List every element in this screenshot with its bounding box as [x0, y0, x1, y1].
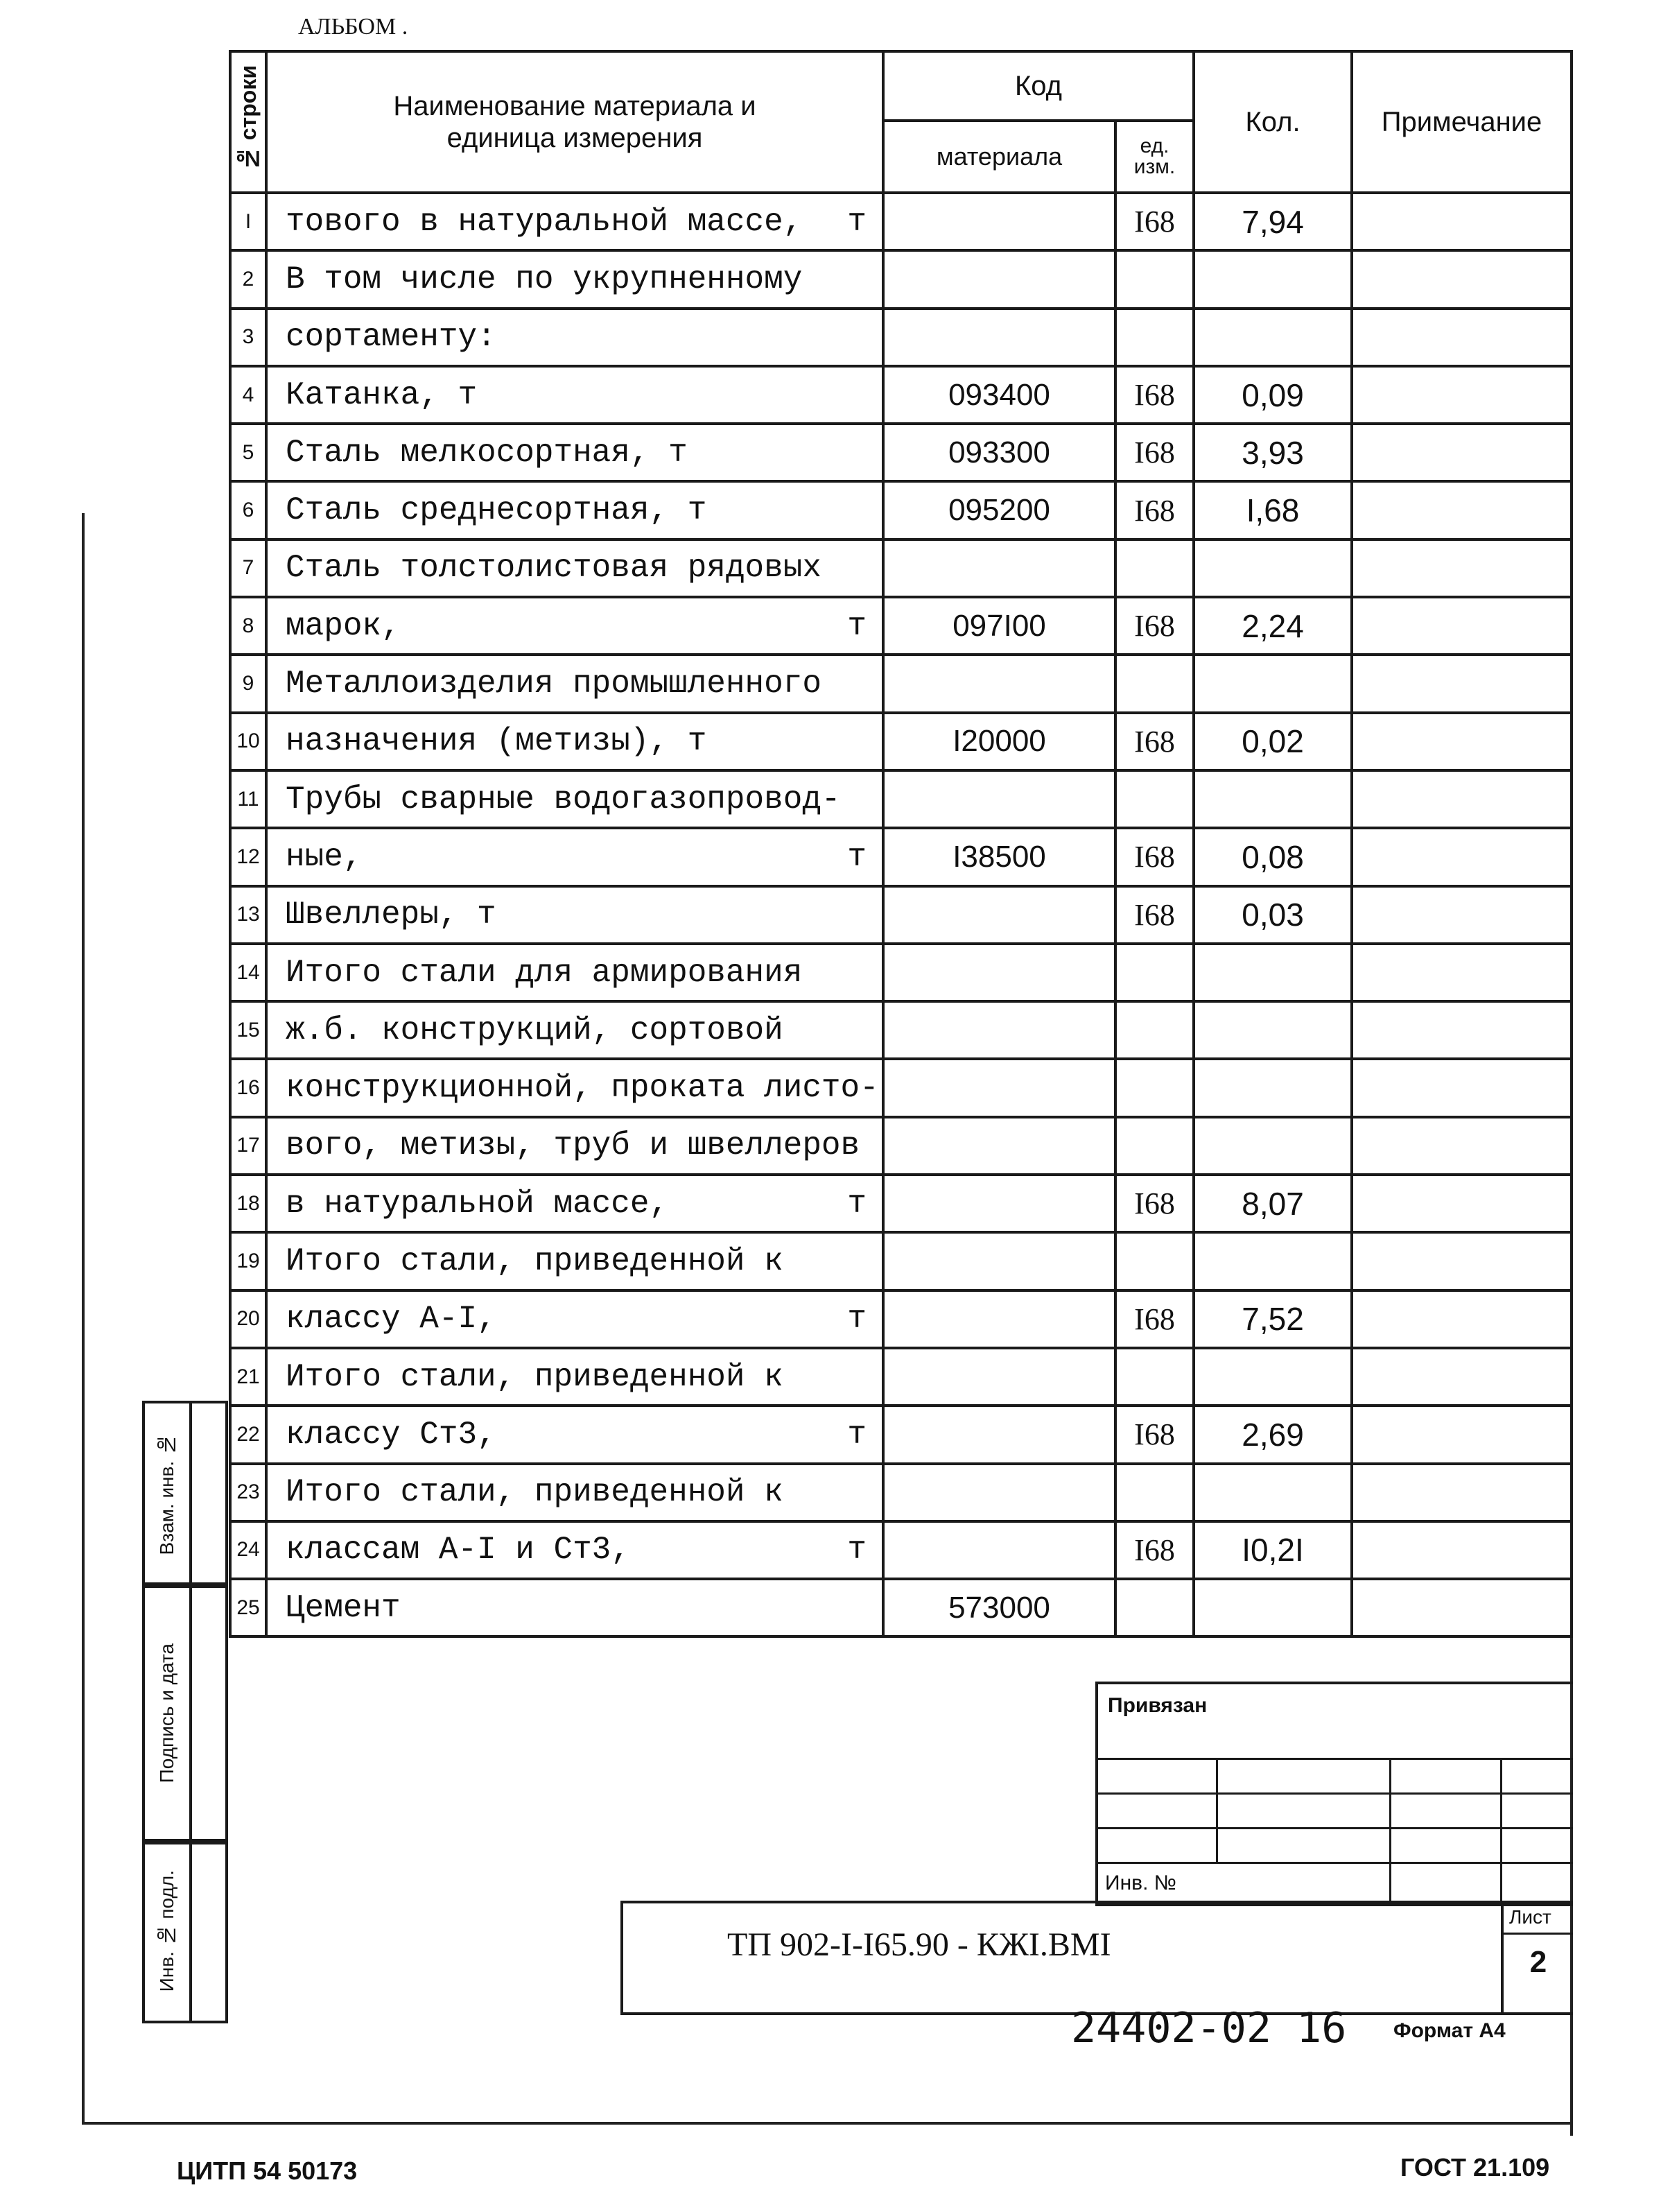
table-row: [230, 655, 1572, 712]
material-name: [266, 1348, 883, 1406]
material-name-text: Итого стали, приведенной к: [286, 1243, 783, 1279]
binding-stamp: [1095, 1682, 1573, 1906]
material-unit: т: [847, 1301, 867, 1338]
material-code: [883, 1348, 1115, 1406]
quantity: [1194, 250, 1352, 308]
material-name: [266, 1464, 883, 1521]
quantity: 7,52: [1194, 1290, 1352, 1348]
material-code: [883, 250, 1115, 308]
material-name: [266, 944, 883, 1001]
row-number: 18: [230, 1175, 266, 1232]
unit-code: I68: [1115, 366, 1194, 424]
material-code: [883, 1059, 1115, 1116]
unit-code: [1115, 1232, 1194, 1290]
unit-code: I68: [1115, 1290, 1194, 1348]
material-name: [266, 1059, 883, 1116]
binding-label: Привязан: [1108, 1694, 1208, 1717]
material-name: [266, 193, 883, 250]
material-name-text: Сталь среднесортная, т: [286, 492, 707, 529]
row-number: 16: [230, 1059, 266, 1116]
row-number: 6: [230, 481, 266, 539]
row-number: 11: [230, 770, 266, 828]
unit-code: [1115, 1001, 1194, 1059]
material-code: 093400: [883, 366, 1115, 424]
quantity: [1194, 1232, 1352, 1290]
quantity: [1194, 944, 1352, 1001]
top-note: АЛЬБОМ .: [298, 14, 408, 40]
material-name-text: Сталь толстолистовая рядовых: [286, 550, 821, 587]
sheet-label: Лист: [1509, 1906, 1551, 1928]
header-name: Наименование материала и единица измерения: [266, 51, 883, 193]
unit-code: [1115, 1464, 1194, 1521]
material-name: [266, 828, 883, 885]
material-code: [883, 1117, 1115, 1175]
note: [1352, 424, 1572, 481]
table-row: [230, 1406, 1572, 1463]
note: [1352, 828, 1572, 885]
row-number: 23: [230, 1464, 266, 1521]
table-row: [230, 1348, 1572, 1406]
material-code: [883, 1290, 1115, 1348]
material-name-text: Итого стали, приведенной к: [286, 1358, 783, 1395]
material-unit: т: [847, 838, 867, 875]
row-number: I: [230, 193, 266, 250]
quantity: 0,03: [1194, 886, 1352, 944]
row-number: 9: [230, 655, 266, 712]
material-code: [883, 655, 1115, 712]
unit-code: [1115, 309, 1194, 366]
table-row: [230, 539, 1572, 597]
quantity: [1194, 1117, 1352, 1175]
material-name: [266, 539, 883, 597]
note: [1352, 1464, 1572, 1521]
material-code: 095200: [883, 481, 1115, 539]
header-code: Код: [883, 51, 1194, 121]
material-name: [266, 424, 883, 481]
material-name-text: классам А-I и Ст3,: [286, 1532, 630, 1569]
vzam-inv-cell: Взам. инв. №: [142, 1401, 192, 1588]
unit-code: I68: [1115, 193, 1194, 250]
header-row-number: № строки: [230, 51, 266, 193]
material-code: [883, 1521, 1115, 1579]
material-name: [266, 713, 883, 770]
material-name-text: вого, метизы, труб и швеллеров: [286, 1127, 860, 1164]
material-name: [266, 655, 883, 712]
note: [1352, 1290, 1572, 1348]
material-code: [883, 1464, 1115, 1521]
quantity: [1194, 1001, 1352, 1059]
table-row: [230, 1175, 1572, 1232]
handwritten-doc-number: 24402-02 16: [1071, 2004, 1347, 2053]
vzam-inv-blank: [186, 1401, 228, 1588]
note: [1352, 481, 1572, 539]
note: [1352, 309, 1572, 366]
table-row: [230, 250, 1572, 308]
material-name-text: Трубы сварные водогазопровод-: [286, 781, 841, 818]
unit-code: [1115, 1348, 1194, 1406]
material-unit: т: [847, 203, 867, 240]
material-unit: т: [847, 1532, 867, 1569]
note: [1352, 1348, 1572, 1406]
row-number: 19: [230, 1232, 266, 1290]
quantity: I,68: [1194, 481, 1352, 539]
quantity: 0,08: [1194, 828, 1352, 885]
material-code: [883, 1406, 1115, 1463]
note: [1352, 366, 1572, 424]
binding-vline: [1389, 1758, 1391, 1903]
material-code: I20000: [883, 713, 1115, 770]
material-code: [883, 944, 1115, 1001]
sheet-box: [1501, 1903, 1573, 2012]
unit-code: I68: [1115, 1406, 1194, 1463]
unit-code: [1115, 944, 1194, 1001]
material-name-text: тового в натуральной массе,: [286, 203, 803, 240]
material-code: 097I00: [883, 597, 1115, 655]
quantity: [1194, 309, 1352, 366]
material-code: 093300: [883, 424, 1115, 481]
frame-left-line: [82, 513, 85, 2122]
binding-vline: [1500, 1758, 1502, 1903]
material-name-text: назначения (метизы), т: [286, 723, 707, 760]
material-name-text: конструкционной, проката листо-: [286, 1070, 879, 1107]
material-name-text: Цемент: [286, 1589, 401, 1626]
material-name: [266, 1521, 883, 1579]
table-row: [230, 1521, 1572, 1579]
row-number: 7: [230, 539, 266, 597]
note: [1352, 770, 1572, 828]
table-row: [230, 1290, 1572, 1348]
unit-code: I68: [1115, 597, 1194, 655]
material-name-text: Швеллеры, т: [286, 897, 496, 933]
table-row: [230, 828, 1572, 885]
unit-code: [1115, 250, 1194, 308]
quantity: [1194, 1579, 1352, 1636]
note: [1352, 1232, 1572, 1290]
table-row: [230, 481, 1572, 539]
note: [1352, 1406, 1572, 1463]
material-code: I38500: [883, 828, 1115, 885]
material-unit: т: [847, 1185, 867, 1222]
table-row: [230, 366, 1572, 424]
sheet-divider: [1504, 1933, 1573, 1935]
row-number: 2: [230, 250, 266, 308]
header-code-unit: ед. изм.: [1115, 121, 1194, 193]
quantity: 2,24: [1194, 597, 1352, 655]
row-number: 15: [230, 1001, 266, 1059]
note: [1352, 1579, 1572, 1636]
note: [1352, 655, 1572, 712]
quantity: [1194, 770, 1352, 828]
quantity: I0,2I: [1194, 1521, 1352, 1579]
material-name-text: ные,: [286, 838, 363, 875]
material-name-text: классу Ст3,: [286, 1416, 496, 1453]
binding-vline: [1216, 1758, 1218, 1862]
table-row: [230, 886, 1572, 944]
material-code: 573000: [883, 1579, 1115, 1636]
quantity: [1194, 655, 1352, 712]
frame-bottom-line: [82, 2122, 1572, 2125]
material-name: [266, 1001, 883, 1059]
row-number: 17: [230, 1117, 266, 1175]
note: [1352, 597, 1572, 655]
unit-code: [1115, 1059, 1194, 1116]
side-stamp: [142, 1401, 225, 2018]
table-row: [230, 309, 1572, 366]
quantity: [1194, 539, 1352, 597]
signature-date-cell: Подпись и дата: [142, 1582, 192, 1844]
material-unit: т: [847, 607, 867, 644]
material-name: [266, 1117, 883, 1175]
material-name-text: Металлоизделия промышленного: [286, 666, 821, 702]
unit-code: [1115, 770, 1194, 828]
unit-code: I68: [1115, 1521, 1194, 1579]
row-number: 20: [230, 1290, 266, 1348]
material-name: [266, 250, 883, 308]
row-number: 25: [230, 1579, 266, 1636]
note: [1352, 886, 1572, 944]
unit-code: I68: [1115, 828, 1194, 885]
material-name: [266, 481, 883, 539]
material-code: [883, 309, 1115, 366]
table-row: [230, 1001, 1572, 1059]
quantity: 0,09: [1194, 366, 1352, 424]
material-name: [266, 1406, 883, 1463]
table-row: [230, 1232, 1572, 1290]
note: [1352, 1521, 1572, 1579]
binding-inv-label: Инв. №: [1105, 1872, 1176, 1894]
material-name: [266, 770, 883, 828]
unit-code: [1115, 1117, 1194, 1175]
document-designation: ТП 902-I-I65.90 - КЖI.ВМI: [727, 1926, 1111, 1963]
material-code: [883, 886, 1115, 944]
material-code: [883, 770, 1115, 828]
note: [1352, 1117, 1572, 1175]
unit-code: I68: [1115, 886, 1194, 944]
material-name: [266, 1290, 883, 1348]
sheet-number: 2: [1529, 1945, 1547, 1979]
row-number: 22: [230, 1406, 266, 1463]
material-name: [266, 886, 883, 944]
material-name-text: марок,: [286, 607, 401, 644]
footer-left: ЦИТП 54 50173: [177, 2157, 358, 2185]
title-block: [620, 1901, 1573, 2015]
material-code: [883, 1232, 1115, 1290]
material-name-text: ж.б. конструкций, сортовой: [286, 1012, 783, 1048]
material-name-text: Катанка, т: [286, 377, 478, 413]
table-row: [230, 770, 1572, 828]
unit-code: I68: [1115, 424, 1194, 481]
inv-podl-cell: Инв. № подл.: [142, 1839, 192, 2023]
material-code: [883, 539, 1115, 597]
row-number: 13: [230, 886, 266, 944]
material-code: [883, 1175, 1115, 1232]
table-row: [230, 424, 1572, 481]
material-name-text: Итого стали, приведенной к: [286, 1474, 783, 1511]
header-code-material: материала: [883, 121, 1115, 193]
row-number: 24: [230, 1521, 266, 1579]
material-code: [883, 193, 1115, 250]
quantity: [1194, 1059, 1352, 1116]
note: [1352, 713, 1572, 770]
material-name-text: сортаменту:: [286, 319, 496, 356]
quantity: 3,93: [1194, 424, 1352, 481]
footer-right: ГОСТ 21.109: [1400, 2153, 1550, 2181]
row-number: 4: [230, 366, 266, 424]
material-name-text: Сталь мелкосортная, т: [286, 434, 688, 471]
note: [1352, 1175, 1572, 1232]
material-name: [266, 309, 883, 366]
row-number: 21: [230, 1348, 266, 1406]
table-row: [230, 1579, 1572, 1636]
table-row: [230, 1059, 1572, 1116]
material-code: [883, 1001, 1115, 1059]
row-number: 10: [230, 713, 266, 770]
unit-code: [1115, 1579, 1194, 1636]
table-row: [230, 944, 1572, 1001]
material-name-text: Итого стали для армирования: [286, 954, 803, 991]
table-row: [230, 713, 1572, 770]
unit-code: I68: [1115, 481, 1194, 539]
row-number: 14: [230, 944, 266, 1001]
table-row: [230, 597, 1572, 655]
format-label: Формат А4: [1393, 2019, 1506, 2042]
quantity: 0,02: [1194, 713, 1352, 770]
quantity: [1194, 1464, 1352, 1521]
material-name: [266, 1232, 883, 1290]
inv-podl-blank: [186, 1839, 228, 2023]
row-number: 8: [230, 597, 266, 655]
row-number: 12: [230, 828, 266, 885]
quantity: 2,69: [1194, 1406, 1352, 1463]
signature-date-blank: [186, 1582, 228, 1844]
unit-code: [1115, 539, 1194, 597]
unit-code: I68: [1115, 713, 1194, 770]
materials-table: [229, 50, 1573, 1638]
quantity: 7,94: [1194, 193, 1352, 250]
table-row: [230, 1464, 1572, 1521]
header-qty: Кол.: [1194, 51, 1352, 193]
header-note: Примечание: [1352, 51, 1572, 193]
material-name: [266, 1175, 883, 1232]
material-unit: т: [847, 1416, 867, 1453]
material-name: [266, 366, 883, 424]
material-name-text: в натуральной массе,: [286, 1185, 669, 1222]
material-name-text: В том числе по укрупненному: [286, 261, 803, 297]
note: [1352, 1001, 1572, 1059]
quantity: [1194, 1348, 1352, 1406]
unit-code: [1115, 655, 1194, 712]
quantity: 8,07: [1194, 1175, 1352, 1232]
note: [1352, 1059, 1572, 1116]
material-name: [266, 597, 883, 655]
material-name: [266, 1579, 883, 1636]
material-name-text: классу А-I,: [286, 1301, 496, 1338]
table-row: [230, 193, 1572, 250]
note: [1352, 250, 1572, 308]
row-number: 5: [230, 424, 266, 481]
table-row: [230, 1117, 1572, 1175]
note: [1352, 193, 1572, 250]
unit-code: I68: [1115, 1175, 1194, 1232]
row-number: 3: [230, 309, 266, 366]
note: [1352, 944, 1572, 1001]
note: [1352, 539, 1572, 597]
